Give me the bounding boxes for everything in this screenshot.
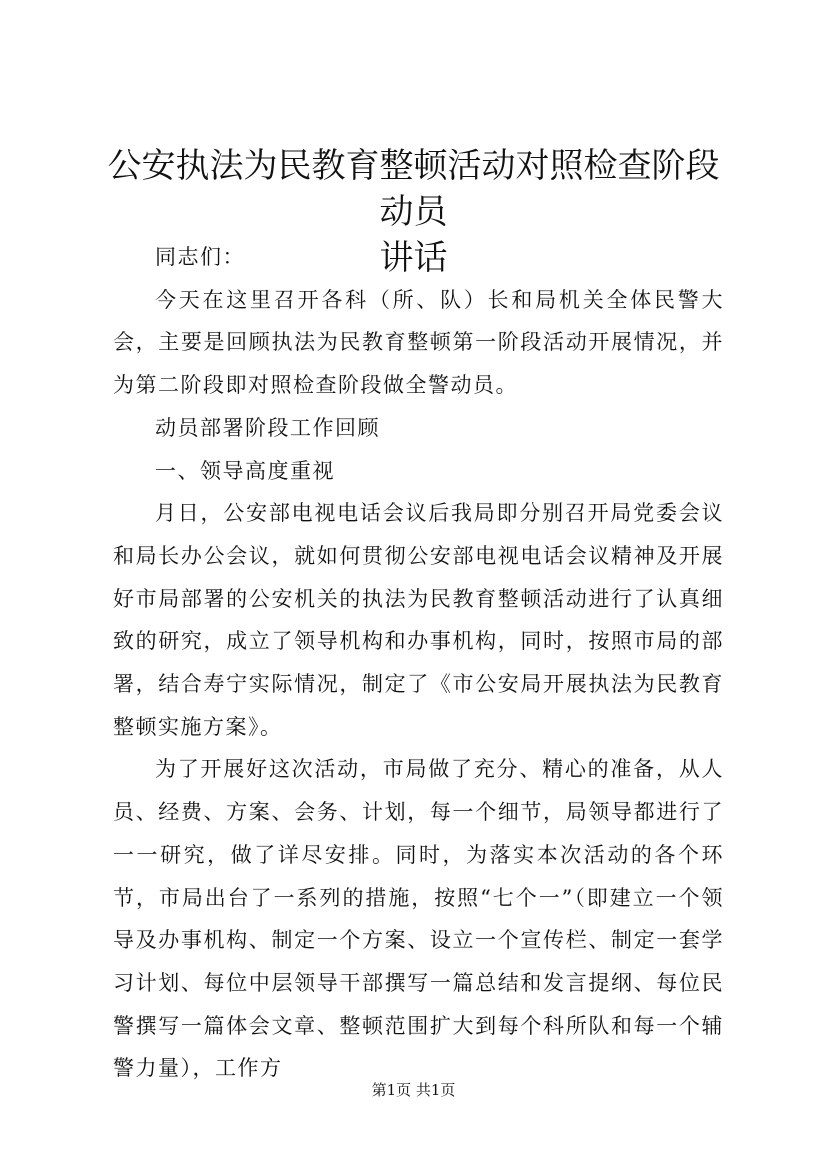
salutation: 同志们： xyxy=(155,245,245,269)
section-heading: 动员部署阶段工作回顾 xyxy=(155,415,380,440)
title-line-2: 讲话 xyxy=(379,238,448,278)
intro-paragraph: 今天在这里召开各科（所、队）长和局机关全体民警大会，主要是回顾执法为民教育整顿第一阶段活动开展情况，并为第二阶段即对照检查阶段做全警动员。 xyxy=(113,287,724,398)
page-footer: 第1页 共1页 xyxy=(371,1081,456,1099)
body-paragraph: 为了开展好这次活动，市局做了充分、精心的准备，从人员、经费、方案、会务、计划，每一个细节，局领导都进行了一一研究，做了详尽安排。同时，为落实本次活动的各个环节，市局出台了一系列的措施，按照“七个一”（即建立一个领导及办事机构、制定一个方案、设立一个宣传栏、制定一套学习计划、每位中层领导干部撰写一篇总结和发言提纲、每位民警撰写一篇体会文章、整顿范围扩大到每个科所队和每一个辅警力量），工作方 xyxy=(113,757,724,1081)
body-paragraph: 月日，公安部电视电话会议后我局即分别召开局党委会议和局长办公会议，就如何贯彻公安部电视电话会议精神及开展好市局部署的公安机关的执法为民教育整顿活动进行了认真细致的研究，成立了领导机构和办事机构，同时，按照市局的部署，结合寿宁实际情况，制定了《市公安局开展执法为民教育整顿实施方案》。 xyxy=(113,501,724,739)
subsection-heading: 一、领导高度重视 xyxy=(155,458,335,483)
document-body xyxy=(113,236,724,1090)
title-line-1: 公安执法为民教育整顿活动对照检查阶段动员 xyxy=(107,146,720,232)
